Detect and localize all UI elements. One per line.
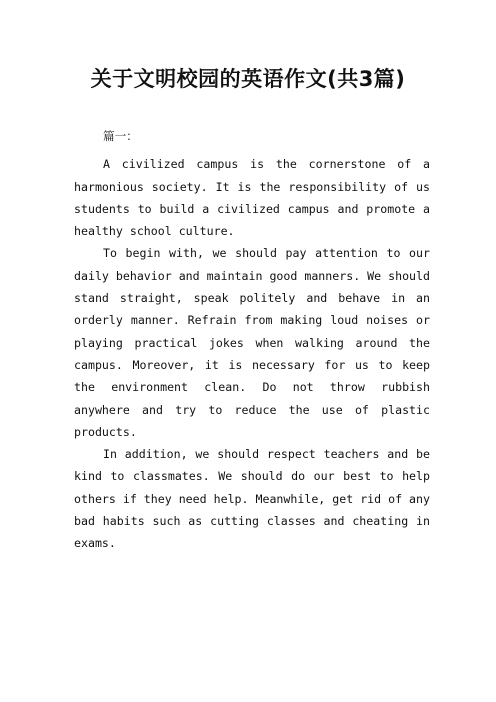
paragraph-1: A civilized campus is the cornerstone of a harmonious society. It is the responsibility of us students to build a civilized campus and promote a healthy school culture. (74, 157, 430, 239)
paragraph-2: To begin with, we should pay attention to our daily behavior and maintain good manners. We should stand straight, speak politely and behave in an orderly manner. Refrain from making loud noises or playing practical jokes when walking around the campus. Moreover, it is necessary for us to keep the environment clean. Do not throw rubbish anywhere and try to reduce the use of plastic products. (74, 246, 430, 439)
paragraph-3: In addition, we should respect teachers and be kind to classmates. We should do our best to help others if they need help. Meanwhile, get rid of any bad habits such as cutting classes and cheating in exams. (74, 447, 430, 551)
document-title: 关于文明校园的英语作文(共3篇) (90, 67, 406, 91)
section-label: 篇一： (103, 129, 138, 143)
document-body (74, 125, 430, 555)
